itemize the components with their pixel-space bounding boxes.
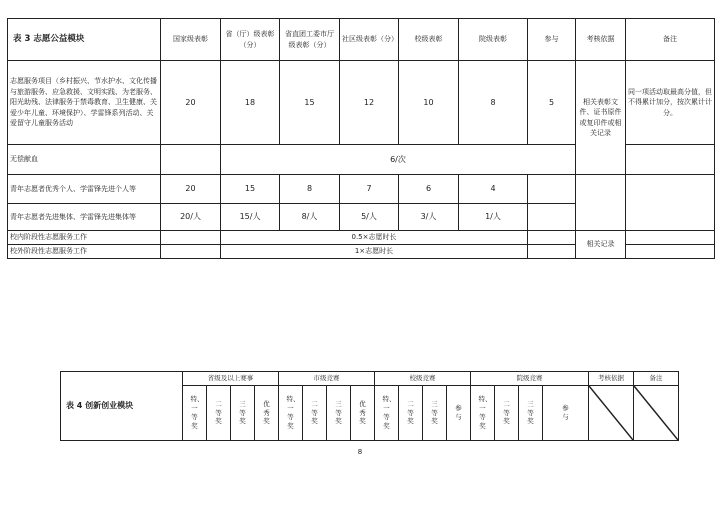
remarks-diagonal-cell [634, 386, 679, 441]
cell-value: 20 [161, 175, 221, 204]
row-label: 校外阶段性志愿服务工作 [8, 245, 161, 259]
table-row [8, 231, 715, 245]
cell-value: 15 [280, 61, 340, 145]
cell-value: 3/人 [399, 204, 459, 231]
row-label: 志愿服务项目（乡村振兴、节水护水、文化传播与旅游服务、应急救援、文明实践、为老服务、阳光助残、法律服务于禁毒教育、卫生健康、关爱少年儿童、环境保护）、学雷锋系列活动、关爱留守儿童服务活动 [8, 61, 161, 145]
cell-value: 15 [221, 175, 280, 204]
table-row [8, 175, 715, 204]
empty-cell [161, 245, 221, 259]
header-provincial: 省（厅）级表彰（分） [221, 19, 280, 61]
cell-value: 5 [528, 61, 576, 145]
cell-value: 5/人 [340, 204, 399, 231]
header-school: 校级表彰 [399, 19, 459, 61]
header-remarks: 备注 [626, 19, 715, 61]
diagonal-line [634, 386, 678, 440]
empty-cell [528, 204, 576, 231]
cell-value: 8 [459, 61, 528, 145]
cell-value: 8 [280, 175, 340, 204]
sub-provincial-2: 二等奖 [207, 386, 231, 441]
sub-city-1: 特、一等奖 [279, 386, 303, 441]
cell-value: 10 [399, 61, 459, 145]
header-row [8, 19, 715, 61]
table-4-title: 表 4 创新创业模块 [61, 372, 183, 441]
header-provincial-league: 省直团工委市厅级表彰（分） [280, 19, 340, 61]
empty-cell [161, 145, 221, 175]
sub-school-3: 三等奖 [423, 386, 447, 441]
sub-provincial-4: 优秀奖 [255, 386, 279, 441]
empty-cell [626, 245, 715, 259]
group-city: 市级竞赛 [279, 372, 375, 386]
group-header-row [61, 372, 679, 386]
sub-college-4: 参与 [543, 386, 589, 441]
row-label: 青年志愿者先进集体、学雷锋先进集体等 [8, 204, 161, 231]
empty-cell [626, 231, 715, 245]
merged-value: 6/次 [221, 145, 576, 175]
cell-value: 12 [340, 61, 399, 145]
row-label: 青年志愿者优秀个人、学雷锋先进个人等 [8, 175, 161, 204]
sub-provincial-3: 三等奖 [231, 386, 255, 441]
cell-value: 6 [399, 175, 459, 204]
table-3-volunteer-module [7, 18, 715, 259]
empty-cell [161, 231, 221, 245]
group-college: 院级竞赛 [471, 372, 589, 386]
page-number: 8 [357, 448, 363, 456]
cell-value: 8/人 [280, 204, 340, 231]
sub-college-2: 二等奖 [495, 386, 519, 441]
cell-value: 7 [340, 175, 399, 204]
empty-cell [528, 245, 576, 259]
sub-school-2: 二等奖 [399, 386, 423, 441]
sub-city-2: 二等奖 [303, 386, 327, 441]
cell-value: 20 [161, 61, 221, 145]
empty-cell [626, 175, 715, 231]
basis-cell: 相关表彰文件、证书原件或复印件或相关记录 [576, 61, 626, 175]
cell-value: 20/人 [161, 204, 221, 231]
sub-school-4: 参与 [447, 386, 471, 441]
cell-value: 1/人 [459, 204, 528, 231]
merged-value: 1×志愿时长 [221, 245, 528, 259]
header-participation: 参与 [528, 19, 576, 61]
header-national: 国家级表彰 [161, 19, 221, 61]
group-school: 校级竞赛 [375, 372, 471, 386]
empty-cell [528, 175, 576, 204]
merged-value: 0.5×志愿时长 [221, 231, 528, 245]
empty-cell [576, 175, 626, 231]
group-basis: 考核依据 [589, 372, 634, 386]
sub-college-3: 三等奖 [519, 386, 543, 441]
sub-college-1: 特、一等奖 [471, 386, 495, 441]
sub-provincial-1: 特、一等奖 [183, 386, 207, 441]
group-remarks: 备注 [634, 372, 679, 386]
cell-value: 4 [459, 175, 528, 204]
empty-cell [626, 145, 715, 175]
sub-city-4: 优秀奖 [351, 386, 375, 441]
table-3-title: 表 3 志愿公益模块 [8, 19, 161, 61]
basis-diagonal-cell [589, 386, 634, 441]
row-label: 校内阶段性志愿服务工作 [8, 231, 161, 245]
remark-cell: 同一项活动取最高分值，但不得累计加分，按次累计计分。 [626, 61, 715, 145]
empty-cell [528, 231, 576, 245]
table-4-innovation-module [60, 371, 679, 441]
group-provincial: 省级及以上赛事 [183, 372, 279, 386]
row-label: 无偿献血 [8, 145, 161, 175]
cell-value: 15/人 [221, 204, 280, 231]
header-college: 院级表彰 [459, 19, 528, 61]
table-row [8, 61, 715, 145]
cell-value: 18 [221, 61, 280, 145]
sub-school-1: 特、一等奖 [375, 386, 399, 441]
header-basis: 考核依据 [576, 19, 626, 61]
basis-cell: 相关记录 [576, 231, 626, 259]
header-community: 社区级表彰（分） [340, 19, 399, 61]
diagonal-line [589, 386, 633, 440]
sub-city-3: 三等奖 [327, 386, 351, 441]
